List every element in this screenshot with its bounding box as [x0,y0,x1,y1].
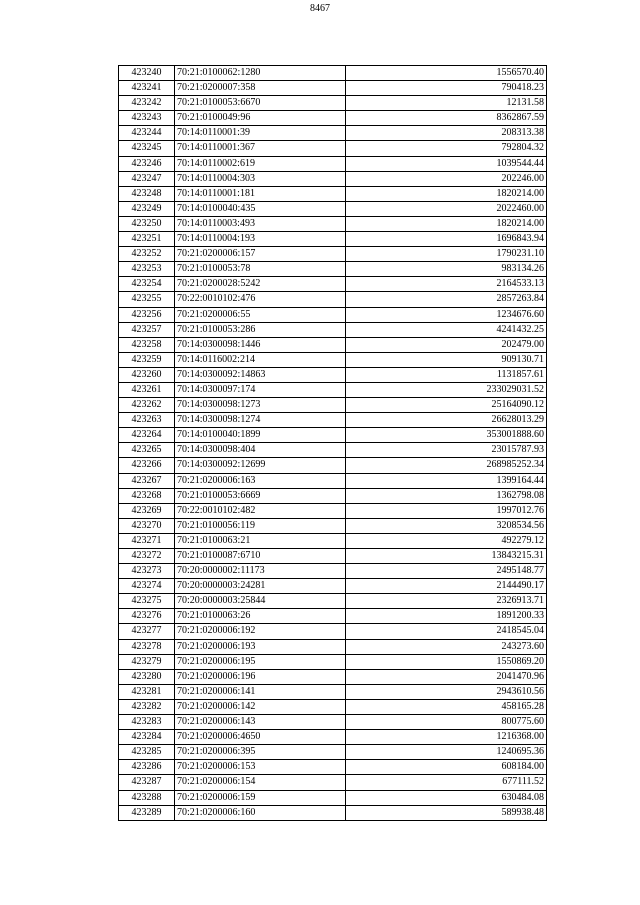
row-number-cell: 423265 [119,443,175,458]
table-row [119,715,547,730]
row-number-cell: 423272 [119,549,175,564]
row-number-cell: 423248 [119,186,175,201]
cadastral-value-cell: 202246.00 [346,171,547,186]
cadastral-number-cell: 70:21:0100053:6670 [175,96,346,111]
cadastral-number-cell: 70:21:0200006:154 [175,775,346,790]
cadastral-number-cell: 70:20:0000003:25844 [175,594,346,609]
cadastral-value-cell: 630484.08 [346,790,547,805]
cadastral-value-cell: 2164533.13 [346,277,547,292]
table-row [119,730,547,745]
cadastral-number-cell: 70:14:0110003:493 [175,216,346,231]
table-row [119,367,547,382]
row-number-cell: 423276 [119,609,175,624]
cadastral-value-cell: 800775.60 [346,715,547,730]
cadastral-number-cell: 70:21:0200007:358 [175,81,346,96]
row-number-cell: 423259 [119,352,175,367]
cadastral-value-cell: 1550869.20 [346,654,547,669]
cadastral-value-cell: 608184.00 [346,760,547,775]
cadastral-value-cell: 2144490.17 [346,579,547,594]
cadastral-number-cell: 70:14:0300097:174 [175,382,346,397]
cadastral-number-cell: 70:14:0110004:303 [175,171,346,186]
cadastral-number-cell: 70:22:0010102:476 [175,292,346,307]
cadastral-value-cell: 208313.38 [346,126,547,141]
cadastral-number-cell: 70:21:0200006:160 [175,805,346,820]
row-number-cell: 423274 [119,579,175,594]
row-number-cell: 423249 [119,201,175,216]
cadastral-number-cell: 70:14:0110001:367 [175,141,346,156]
cadastral-value-cell: 243273.60 [346,639,547,654]
table-row [119,382,547,397]
row-number-cell: 423254 [119,277,175,292]
cadastral-number-cell: 70:14:0300092:14863 [175,367,346,382]
cadastral-number-cell: 70:21:0100056:119 [175,518,346,533]
cadastral-number-cell: 70:21:0100049:96 [175,111,346,126]
cadastral-number-cell: 70:22:0010102:482 [175,503,346,518]
table-row [119,292,547,307]
cadastral-number-cell: 70:14:0100040:1899 [175,428,346,443]
cadastral-number-cell: 70:21:0200006:163 [175,473,346,488]
row-number-cell: 423285 [119,745,175,760]
cadastral-number-cell: 70:21:0200006:157 [175,247,346,262]
table-row [119,518,547,533]
row-number-cell: 423270 [119,518,175,533]
row-number-cell: 423256 [119,307,175,322]
cadastral-number-cell: 70:21:0200006:195 [175,654,346,669]
cadastral-number-cell: 70:14:0300098:1446 [175,337,346,352]
cadastral-value-cell: 909130.71 [346,352,547,367]
table-row [119,790,547,805]
cadastral-number-cell: 70:21:0200006:4650 [175,730,346,745]
cadastral-number-cell: 70:20:0000002:11173 [175,564,346,579]
table-row [119,549,547,564]
row-number-cell: 423264 [119,428,175,443]
row-number-cell: 423257 [119,322,175,337]
row-number-cell: 423282 [119,699,175,714]
cadastral-value-cell: 1362798.08 [346,488,547,503]
row-number-cell: 423268 [119,488,175,503]
cadastral-value-cell: 26628013.29 [346,413,547,428]
table-row [119,322,547,337]
cadastral-value-cell: 1131857.61 [346,367,547,382]
cadastral-value-cell: 25164090.12 [346,398,547,413]
row-number-cell: 423263 [119,413,175,428]
table-row [119,398,547,413]
table-row [119,458,547,473]
cadastral-number-cell: 70:14:0110004:193 [175,232,346,247]
cadastral-number-cell: 70:20:0000003:24281 [175,579,346,594]
row-number-cell: 423288 [119,790,175,805]
table-row [119,216,547,231]
cadastral-number-cell: 70:21:0200006:141 [175,684,346,699]
cadastral-value-cell: 1240695.36 [346,745,547,760]
cadastral-number-cell: 70:21:0200006:153 [175,760,346,775]
cadastral-value-cell: 983134.26 [346,262,547,277]
cadastral-value-cell: 1891200.33 [346,609,547,624]
cadastral-number-cell: 70:21:0100063:26 [175,609,346,624]
row-number-cell: 423261 [119,382,175,397]
cadastral-value-cell: 1696843.94 [346,232,547,247]
table-row [119,247,547,262]
cadastral-value-table [118,65,547,821]
table-row [119,699,547,714]
cadastral-value-cell: 790418.23 [346,81,547,96]
cadastral-value-cell: 792804.32 [346,141,547,156]
row-number-cell: 423269 [119,503,175,518]
cadastral-value-cell: 2495148.77 [346,564,547,579]
cadastral-value-cell: 23015787.93 [346,443,547,458]
cadastral-value-cell: 3208534.56 [346,518,547,533]
row-number-cell: 423246 [119,156,175,171]
cadastral-number-cell: 70:21:0100053:286 [175,322,346,337]
table-row [119,428,547,443]
table-row [119,669,547,684]
table-row [119,654,547,669]
row-number-cell: 423289 [119,805,175,820]
row-number-cell: 423252 [119,247,175,262]
table-row [119,201,547,216]
row-number-cell: 423267 [119,473,175,488]
row-number-cell: 423277 [119,624,175,639]
cadastral-number-cell: 70:21:0200028:5242 [175,277,346,292]
cadastral-value-cell: 1556570.40 [346,66,547,81]
table-row [119,579,547,594]
cadastral-number-cell: 70:21:0200006:55 [175,307,346,322]
cadastral-number-cell: 70:21:0200006:193 [175,639,346,654]
cadastral-value-cell: 589938.48 [346,805,547,820]
cadastral-value-cell: 2022460.00 [346,201,547,216]
cadastral-value-cell: 2943610.56 [346,684,547,699]
table-row [119,96,547,111]
cadastral-number-cell: 70:14:0110001:181 [175,186,346,201]
cadastral-value-cell: 2326913.71 [346,594,547,609]
table-row [119,775,547,790]
table-row [119,533,547,548]
row-number-cell: 423253 [119,262,175,277]
cadastral-number-cell: 70:14:0300092:12699 [175,458,346,473]
table-row [119,111,547,126]
table-row [119,126,547,141]
table-row [119,443,547,458]
row-number-cell: 423287 [119,775,175,790]
cadastral-number-cell: 70:21:0200006:395 [175,745,346,760]
row-number-cell: 423266 [119,458,175,473]
cadastral-value-cell: 1039544.44 [346,156,547,171]
table-row [119,760,547,775]
row-number-cell: 423242 [119,96,175,111]
cadastral-number-cell: 70:14:0110002:619 [175,156,346,171]
cadastral-value-cell: 1790231.10 [346,247,547,262]
row-number-cell: 423283 [119,715,175,730]
cadastral-value-cell: 233029031.52 [346,382,547,397]
cadastral-value-cell: 2418545.04 [346,624,547,639]
row-number-cell: 423241 [119,81,175,96]
table-row [119,66,547,81]
row-number-cell: 423244 [119,126,175,141]
table-row [119,262,547,277]
table-row [119,171,547,186]
row-number-cell: 423273 [119,564,175,579]
cadastral-value-cell: 1234676.60 [346,307,547,322]
table-row [119,141,547,156]
cadastral-value-cell: 677111.52 [346,775,547,790]
row-number-cell: 423243 [119,111,175,126]
row-number-cell: 423284 [119,730,175,745]
table-row [119,624,547,639]
table-body [119,66,547,821]
table-row [119,609,547,624]
cadastral-value-cell: 2857263.84 [346,292,547,307]
cadastral-value-cell: 1216368.00 [346,730,547,745]
cadastral-value-cell: 12131.58 [346,96,547,111]
table-row [119,186,547,201]
page-number: 8467 [310,3,330,14]
table-row [119,156,547,171]
cadastral-number-cell: 70:21:0200006:143 [175,715,346,730]
table-row [119,639,547,654]
cadastral-number-cell: 70:21:0100053:6669 [175,488,346,503]
cadastral-number-cell: 70:14:0300098:1273 [175,398,346,413]
cadastral-number-cell: 70:21:0200006:192 [175,624,346,639]
row-number-cell: 423255 [119,292,175,307]
table-row [119,277,547,292]
row-number-cell: 423240 [119,66,175,81]
row-number-cell: 423251 [119,232,175,247]
cadastral-value-cell: 458165.28 [346,699,547,714]
cadastral-value-cell: 4241432.25 [346,322,547,337]
row-number-cell: 423280 [119,669,175,684]
row-number-cell: 423278 [119,639,175,654]
cadastral-number-cell: 70:21:0200006:196 [175,669,346,684]
cadastral-number-cell: 70:21:0200006:142 [175,699,346,714]
cadastral-value-cell: 13843215.31 [346,549,547,564]
table-row [119,337,547,352]
row-number-cell: 423250 [119,216,175,231]
row-number-cell: 423258 [119,337,175,352]
row-number-cell: 423245 [119,141,175,156]
cadastral-value-cell: 8362867.59 [346,111,547,126]
row-number-cell: 423279 [119,654,175,669]
table-row [119,488,547,503]
cadastral-number-cell: 70:14:0300098:404 [175,443,346,458]
cadastral-value-cell: 2041470.96 [346,669,547,684]
table-row [119,81,547,96]
table-row [119,413,547,428]
row-number-cell: 423262 [119,398,175,413]
cadastral-number-cell: 70:21:0100062:1280 [175,66,346,81]
cadastral-value-cell: 1820214.00 [346,186,547,201]
row-number-cell: 423260 [119,367,175,382]
row-number-cell: 423281 [119,684,175,699]
table-row [119,473,547,488]
cadastral-number-cell: 70:21:0200006:159 [175,790,346,805]
table-row [119,805,547,820]
cadastral-number-cell: 70:21:0100063:21 [175,533,346,548]
cadastral-number-cell: 70:14:0116002:214 [175,352,346,367]
table-row [119,684,547,699]
cadastral-number-cell: 70:14:0300098:1274 [175,413,346,428]
table-row [119,503,547,518]
cadastral-value-cell: 1997012.76 [346,503,547,518]
row-number-cell: 423275 [119,594,175,609]
cadastral-value-cell: 353001888.60 [346,428,547,443]
row-number-cell: 423247 [119,171,175,186]
cadastral-number-cell: 70:21:0100087:6710 [175,549,346,564]
table-row [119,745,547,760]
row-number-cell: 423271 [119,533,175,548]
table-row [119,307,547,322]
cadastral-value-cell: 202479.00 [346,337,547,352]
table-row [119,564,547,579]
cadastral-value-cell: 1820214.00 [346,216,547,231]
cadastral-value-cell: 492279.12 [346,533,547,548]
cadastral-value-cell: 268985252.34 [346,458,547,473]
table-row [119,232,547,247]
cadastral-number-cell: 70:14:0100040:435 [175,201,346,216]
cadastral-number-cell: 70:14:0110001:39 [175,126,346,141]
row-number-cell: 423286 [119,760,175,775]
table-row [119,594,547,609]
cadastral-value-cell: 1399164.44 [346,473,547,488]
table-row [119,352,547,367]
cadastral-number-cell: 70:21:0100053:78 [175,262,346,277]
